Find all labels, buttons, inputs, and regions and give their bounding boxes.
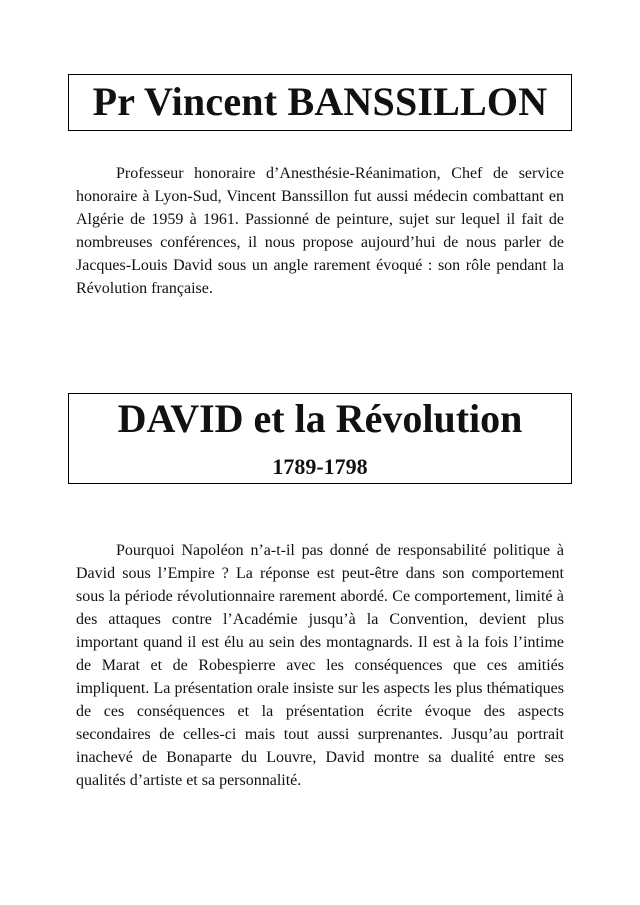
talk-dates: 1789-1798 [272, 454, 368, 479]
author-name: Pr Vincent BANSSILLON [92, 79, 548, 124]
talk-title-box [68, 393, 572, 484]
author-bio-paragraph: Professeur honoraire d’Anesthésie-Réanimation, Chef de service honoraire à Lyon-Sud, Vincent Banssillon fut aussi médecin combattant en Algérie de 1959 à 1961. Passionné de peinture, sujet sur lequel il fait de nombreuses conférences, il nous propose aujourd’hui de nous parler de Jacques-Louis David sous un angle rarement évoqué : son rôle pendant la Révolution française. [76, 165, 564, 297]
talk-abstract-paragraph: Pourquoi Napoléon n’a-t-il pas donné de responsabilité politique à David sous l’Empire ? La réponse est peut-être dans son comportement sous la période révolutionnaire rarement abordé. Ce comportement, limité à des attaques contre l’Académie jusqu’à la Convention, devient plus important quand il est élu au sein des montagnards. Il est à la fois l’intime de Marat et de Robespierre avec les conséquences que ces amitiés impliquent. La présentation orale insiste sur les aspects les plus thématiques de ces conséquences et la présentation écrite évoque des aspects secondaires de celles-ci mais tout aussi surprenantes. Jusqu’au portrait inachevé de Bonaparte du Louvre, David montre sa dualité entre ses qualités d’artiste et sa personnalité. [76, 542, 564, 789]
author-name-box [68, 74, 572, 131]
talk-title: DAVID et la Révolution [117, 396, 523, 441]
